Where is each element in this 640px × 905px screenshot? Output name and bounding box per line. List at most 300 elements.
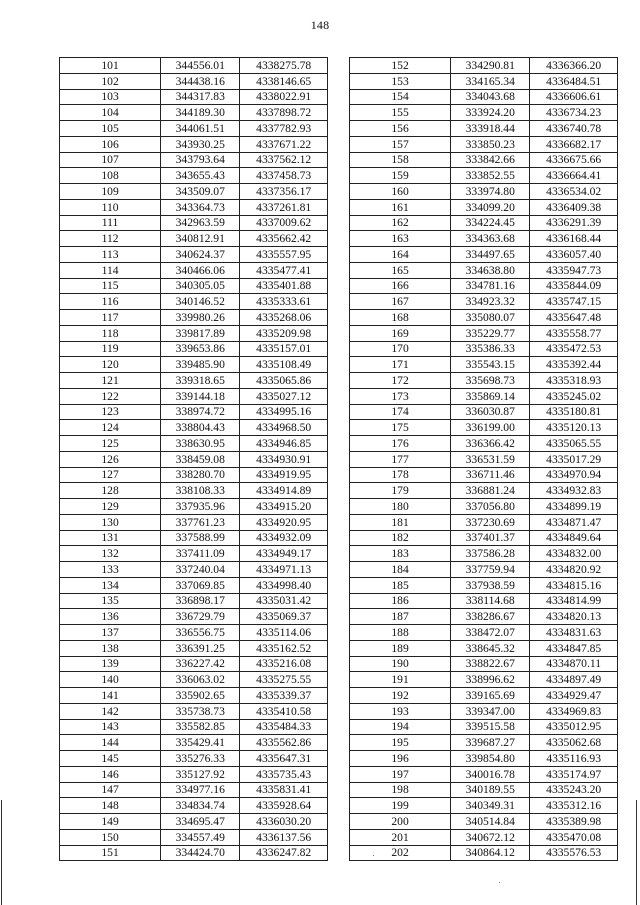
y-coordinate-cell: 4334929.47 <box>530 688 618 704</box>
x-coordinate-cell: 333852.55 <box>451 168 530 184</box>
y-coordinate-cell: 4334968.50 <box>240 420 328 436</box>
point-number-cell: 172 <box>350 373 451 389</box>
y-coordinate-cell: 4335735.43 <box>240 766 328 782</box>
table-row <box>60 672 328 688</box>
y-coordinate-cell: 4335562.86 <box>240 735 328 751</box>
table-row <box>60 262 328 278</box>
y-coordinate-cell: 4335065.86 <box>240 373 328 389</box>
y-coordinate-cell: 4334919.95 <box>240 467 328 483</box>
table-row <box>60 656 328 672</box>
point-number-cell: 108 <box>60 168 161 184</box>
y-coordinate-cell: 4335027.12 <box>240 388 328 404</box>
table-row <box>350 514 618 530</box>
y-coordinate-cell: 4335647.48 <box>530 310 618 326</box>
coordinates-table-right-body <box>350 58 618 861</box>
table-row <box>350 404 618 420</box>
x-coordinate-cell: 335276.33 <box>161 751 240 767</box>
x-coordinate-cell: 340624.37 <box>161 247 240 263</box>
y-coordinate-cell: 4335392.44 <box>530 357 618 373</box>
y-coordinate-cell: 4335031.42 <box>240 593 328 609</box>
point-number-cell: 147 <box>60 782 161 798</box>
table-row <box>350 357 618 373</box>
point-number-cell: 120 <box>60 357 161 373</box>
table-row <box>350 184 618 200</box>
table-row <box>60 798 328 814</box>
table-row <box>60 436 328 452</box>
x-coordinate-cell: 339515.58 <box>451 719 530 735</box>
x-coordinate-cell: 334781.16 <box>451 278 530 294</box>
x-coordinate-cell: 334834.74 <box>161 798 240 814</box>
x-coordinate-cell: 334557.49 <box>161 829 240 845</box>
y-coordinate-cell: 4335410.58 <box>240 703 328 719</box>
x-coordinate-cell: 343793.64 <box>161 152 240 168</box>
table-row <box>350 483 618 499</box>
x-coordinate-cell: 335869.14 <box>451 388 530 404</box>
y-coordinate-cell: 4334849.64 <box>530 530 618 546</box>
y-coordinate-cell: 4335484.33 <box>240 719 328 735</box>
y-coordinate-cell: 4337458.73 <box>240 168 328 184</box>
x-coordinate-cell: 338996.62 <box>451 672 530 688</box>
y-coordinate-cell: 4337009.62 <box>240 215 328 231</box>
x-coordinate-cell: 334165.34 <box>451 73 530 89</box>
table-row <box>60 231 328 247</box>
table-row <box>350 814 618 830</box>
table-row <box>60 577 328 593</box>
table-row <box>60 845 328 861</box>
point-number-cell: 161 <box>350 199 451 215</box>
table-row <box>60 420 328 436</box>
x-coordinate-cell: 337935.96 <box>161 499 240 515</box>
table-row <box>350 420 618 436</box>
y-coordinate-cell: 4335662.42 <box>240 231 328 247</box>
y-coordinate-cell: 4334847.85 <box>530 640 618 656</box>
x-coordinate-cell: 340189.55 <box>451 782 530 798</box>
y-coordinate-cell: 4335012.95 <box>530 719 618 735</box>
point-number-cell: 151 <box>60 845 161 861</box>
y-coordinate-cell: 4334870.11 <box>530 656 618 672</box>
y-coordinate-cell: 4334820.13 <box>530 609 618 625</box>
scan-speck <box>373 855 374 856</box>
x-coordinate-cell: 340016.78 <box>451 766 530 782</box>
table-row <box>350 735 618 751</box>
table-row <box>350 89 618 105</box>
y-coordinate-cell: 4336247.82 <box>240 845 328 861</box>
point-number-cell: 110 <box>60 199 161 215</box>
y-coordinate-cell: 4336740.78 <box>530 121 618 137</box>
y-coordinate-cell: 4334814.99 <box>530 593 618 609</box>
y-coordinate-cell: 4334832.00 <box>530 546 618 562</box>
y-coordinate-cell: 4335245.02 <box>530 388 618 404</box>
x-coordinate-cell: 334224.45 <box>451 215 530 231</box>
point-number-cell: 164 <box>350 247 451 263</box>
y-coordinate-cell: 4334915.20 <box>240 499 328 515</box>
x-coordinate-cell: 334043.68 <box>451 89 530 105</box>
point-number-cell: 127 <box>60 467 161 483</box>
point-number-cell: 189 <box>350 640 451 656</box>
x-coordinate-cell: 338472.07 <box>451 625 530 641</box>
point-number-cell: 112 <box>60 231 161 247</box>
point-number-cell: 168 <box>350 310 451 326</box>
y-coordinate-cell: 4336291.39 <box>530 215 618 231</box>
x-coordinate-cell: 335127.92 <box>161 766 240 782</box>
y-coordinate-cell: 4336682.17 <box>530 136 618 152</box>
table-row <box>350 782 618 798</box>
x-coordinate-cell: 336881.24 <box>451 483 530 499</box>
y-coordinate-cell: 4335180.81 <box>530 404 618 420</box>
x-coordinate-cell: 340305.05 <box>161 278 240 294</box>
table-row <box>350 310 618 326</box>
x-coordinate-cell: 334497.65 <box>451 247 530 263</box>
x-coordinate-cell: 337401.37 <box>451 530 530 546</box>
point-number-cell: 194 <box>350 719 451 735</box>
point-number-cell: 176 <box>350 436 451 452</box>
x-coordinate-cell: 335229.77 <box>451 325 530 341</box>
point-number-cell: 133 <box>60 562 161 578</box>
point-number-cell: 192 <box>350 688 451 704</box>
x-coordinate-cell: 333850.23 <box>451 136 530 152</box>
point-number-cell: 109 <box>60 184 161 200</box>
point-number-cell: 148 <box>60 798 161 814</box>
table-row <box>350 640 618 656</box>
point-number-cell: 130 <box>60 514 161 530</box>
y-coordinate-cell: 4336606.61 <box>530 89 618 105</box>
table-row <box>60 625 328 641</box>
x-coordinate-cell: 337411.09 <box>161 546 240 562</box>
point-number-cell: 166 <box>350 278 451 294</box>
point-number-cell: 177 <box>350 451 451 467</box>
x-coordinate-cell: 338974.72 <box>161 404 240 420</box>
table-row <box>60 121 328 137</box>
y-coordinate-cell: 4337356.17 <box>240 184 328 200</box>
y-coordinate-cell: 4334932.83 <box>530 483 618 499</box>
y-coordinate-cell: 4334914.89 <box>240 483 328 499</box>
table-row <box>350 215 618 231</box>
x-coordinate-cell: 336030.87 <box>451 404 530 420</box>
y-coordinate-cell: 4335470.08 <box>530 829 618 845</box>
x-coordinate-cell: 336531.59 <box>451 451 530 467</box>
point-number-cell: 188 <box>350 625 451 641</box>
x-coordinate-cell: 337069.85 <box>161 577 240 593</box>
y-coordinate-cell: 4335477.41 <box>240 262 328 278</box>
table-row <box>60 688 328 704</box>
y-coordinate-cell: 4337782.93 <box>240 121 328 137</box>
y-coordinate-cell: 4337562.12 <box>240 152 328 168</box>
y-coordinate-cell: 4335065.55 <box>530 436 618 452</box>
point-number-cell: 129 <box>60 499 161 515</box>
point-number-cell: 183 <box>350 546 451 562</box>
point-number-cell: 150 <box>60 829 161 845</box>
y-coordinate-cell: 4335747.15 <box>530 294 618 310</box>
x-coordinate-cell: 344061.51 <box>161 121 240 137</box>
x-coordinate-cell: 334363.68 <box>451 231 530 247</box>
x-coordinate-cell: 333974.80 <box>451 184 530 200</box>
y-coordinate-cell: 4334897.49 <box>530 672 618 688</box>
point-number-cell: 175 <box>350 420 451 436</box>
table-row <box>60 766 328 782</box>
x-coordinate-cell: 339485.90 <box>161 357 240 373</box>
table-row <box>350 625 618 641</box>
x-coordinate-cell: 337586.28 <box>451 546 530 562</box>
point-number-cell: 187 <box>350 609 451 625</box>
table-row <box>60 467 328 483</box>
y-coordinate-cell: 4335275.55 <box>240 672 328 688</box>
table-row <box>350 467 618 483</box>
table-row <box>60 483 328 499</box>
y-coordinate-cell: 4336409.38 <box>530 199 618 215</box>
point-number-cell: 156 <box>350 121 451 137</box>
y-coordinate-cell: 4335268.06 <box>240 310 328 326</box>
y-coordinate-cell: 4334932.09 <box>240 530 328 546</box>
table-row <box>60 782 328 798</box>
table-row <box>60 215 328 231</box>
table-row <box>60 278 328 294</box>
point-number-cell: 149 <box>60 814 161 830</box>
x-coordinate-cell: 343930.25 <box>161 136 240 152</box>
table-row <box>60 152 328 168</box>
table-row <box>350 325 618 341</box>
x-coordinate-cell: 344317.83 <box>161 89 240 105</box>
y-coordinate-cell: 4335472.53 <box>530 341 618 357</box>
x-coordinate-cell: 339653.86 <box>161 341 240 357</box>
point-number-cell: 136 <box>60 609 161 625</box>
point-number-cell: 152 <box>350 58 451 74</box>
table-row <box>350 829 618 845</box>
table-row <box>60 814 328 830</box>
y-coordinate-cell: 4334820.92 <box>530 562 618 578</box>
point-number-cell: 107 <box>60 152 161 168</box>
point-number-cell: 141 <box>60 688 161 704</box>
x-coordinate-cell: 338114.68 <box>451 593 530 609</box>
y-coordinate-cell: 4335312.16 <box>530 798 618 814</box>
x-coordinate-cell: 335902.65 <box>161 688 240 704</box>
point-number-cell: 157 <box>350 136 451 152</box>
y-coordinate-cell: 4335339.37 <box>240 688 328 704</box>
x-coordinate-cell: 338108.33 <box>161 483 240 499</box>
table-row <box>350 294 618 310</box>
x-coordinate-cell: 339318.65 <box>161 373 240 389</box>
table-row <box>350 577 618 593</box>
table-row <box>350 766 618 782</box>
table-row <box>60 388 328 404</box>
y-coordinate-cell: 4336057.40 <box>530 247 618 263</box>
x-coordinate-cell: 336711.46 <box>451 467 530 483</box>
y-coordinate-cell: 4336168.44 <box>530 231 618 247</box>
point-number-cell: 113 <box>60 247 161 263</box>
x-coordinate-cell: 334424.70 <box>161 845 240 861</box>
table-row <box>350 199 618 215</box>
point-number-cell: 201 <box>350 829 451 845</box>
x-coordinate-cell: 334290.81 <box>451 58 530 74</box>
x-coordinate-cell: 334695.47 <box>161 814 240 830</box>
y-coordinate-cell: 4336664.41 <box>530 168 618 184</box>
table-row <box>60 310 328 326</box>
point-number-cell: 184 <box>350 562 451 578</box>
x-coordinate-cell: 340812.91 <box>161 231 240 247</box>
table-row <box>60 184 328 200</box>
point-number-cell: 162 <box>350 215 451 231</box>
table-row <box>60 58 328 74</box>
table-row <box>60 703 328 719</box>
table-row <box>350 73 618 89</box>
y-coordinate-cell: 4336534.02 <box>530 184 618 200</box>
point-number-cell: 132 <box>60 546 161 562</box>
x-coordinate-cell: 340672.12 <box>451 829 530 845</box>
x-coordinate-cell: 340466.06 <box>161 262 240 278</box>
y-coordinate-cell: 4335108.49 <box>240 357 328 373</box>
y-coordinate-cell: 4334815.16 <box>530 577 618 593</box>
point-number-cell: 135 <box>60 593 161 609</box>
y-coordinate-cell: 4334969.83 <box>530 703 618 719</box>
table-row <box>350 341 618 357</box>
x-coordinate-cell: 340349.31 <box>451 798 530 814</box>
point-number-cell: 144 <box>60 735 161 751</box>
y-coordinate-cell: 4334971.13 <box>240 562 328 578</box>
y-coordinate-cell: 4335928.64 <box>240 798 328 814</box>
y-coordinate-cell: 4335243.20 <box>530 782 618 798</box>
table-row <box>350 546 618 562</box>
y-coordinate-cell: 4334998.40 <box>240 577 328 593</box>
table-row <box>350 593 618 609</box>
table-row <box>60 609 328 625</box>
coordinates-table-left-body <box>60 58 328 861</box>
y-coordinate-cell: 4335209.98 <box>240 325 328 341</box>
x-coordinate-cell: 339144.18 <box>161 388 240 404</box>
y-coordinate-cell: 4335318.93 <box>530 373 618 389</box>
x-coordinate-cell: 343655.43 <box>161 168 240 184</box>
point-number-cell: 145 <box>60 751 161 767</box>
table-row <box>350 451 618 467</box>
page-number: 148 <box>310 18 330 32</box>
point-number-cell: 131 <box>60 530 161 546</box>
x-coordinate-cell: 335698.73 <box>451 373 530 389</box>
coordinates-table-right <box>349 57 618 861</box>
table-row <box>60 530 328 546</box>
table-row <box>350 136 618 152</box>
table-row <box>60 136 328 152</box>
x-coordinate-cell: 333842.66 <box>451 152 530 168</box>
table-row <box>60 451 328 467</box>
y-coordinate-cell: 4337898.72 <box>240 105 328 121</box>
point-number-cell: 198 <box>350 782 451 798</box>
y-coordinate-cell: 4337671.22 <box>240 136 328 152</box>
y-coordinate-cell: 4335647.31 <box>240 751 328 767</box>
x-coordinate-cell: 340146.52 <box>161 294 240 310</box>
point-number-cell: 190 <box>350 656 451 672</box>
y-coordinate-cell: 4334831.63 <box>530 625 618 641</box>
table-row <box>60 719 328 735</box>
x-coordinate-cell: 335386.33 <box>451 341 530 357</box>
x-coordinate-cell: 343364.73 <box>161 199 240 215</box>
x-coordinate-cell: 334923.32 <box>451 294 530 310</box>
point-number-cell: 106 <box>60 136 161 152</box>
point-number-cell: 128 <box>60 483 161 499</box>
table-row <box>60 199 328 215</box>
point-number-cell: 158 <box>350 152 451 168</box>
y-coordinate-cell: 4334949.17 <box>240 546 328 562</box>
x-coordinate-cell: 338286.67 <box>451 609 530 625</box>
y-coordinate-cell: 4338022.91 <box>240 89 328 105</box>
x-coordinate-cell: 337056.80 <box>451 499 530 515</box>
table-row <box>350 58 618 74</box>
table-row <box>350 262 618 278</box>
y-coordinate-cell: 4335558.77 <box>530 325 618 341</box>
coordinates-table-left <box>59 57 328 861</box>
table-row <box>60 562 328 578</box>
point-number-cell: 101 <box>60 58 161 74</box>
point-number-cell: 178 <box>350 467 451 483</box>
point-number-cell: 122 <box>60 388 161 404</box>
point-number-cell: 196 <box>350 751 451 767</box>
y-coordinate-cell: 4337261.81 <box>240 199 328 215</box>
scan-edge-line-right <box>636 800 637 905</box>
point-number-cell: 119 <box>60 341 161 357</box>
table-row <box>60 735 328 751</box>
table-row <box>60 514 328 530</box>
y-coordinate-cell: 4335069.37 <box>240 609 328 625</box>
x-coordinate-cell: 336556.75 <box>161 625 240 641</box>
table-row <box>350 656 618 672</box>
table-row <box>350 499 618 515</box>
point-number-cell: 123 <box>60 404 161 420</box>
table-row <box>60 404 328 420</box>
point-number-cell: 163 <box>350 231 451 247</box>
x-coordinate-cell: 338822.67 <box>451 656 530 672</box>
point-number-cell: 111 <box>60 215 161 231</box>
point-number-cell: 179 <box>350 483 451 499</box>
x-coordinate-cell: 335429.41 <box>161 735 240 751</box>
point-number-cell: 173 <box>350 388 451 404</box>
table-row <box>350 121 618 137</box>
point-number-cell: 125 <box>60 436 161 452</box>
y-coordinate-cell: 4338275.78 <box>240 58 328 74</box>
scan-speck <box>499 882 500 883</box>
y-coordinate-cell: 4335576.53 <box>530 845 618 861</box>
table-row <box>60 499 328 515</box>
table-row <box>60 247 328 263</box>
y-coordinate-cell: 4335333.61 <box>240 294 328 310</box>
point-number-cell: 193 <box>350 703 451 719</box>
y-coordinate-cell: 4336366.20 <box>530 58 618 74</box>
scan-edge-line-left <box>1 800 2 905</box>
point-number-cell: 126 <box>60 451 161 467</box>
table-row <box>350 247 618 263</box>
x-coordinate-cell: 340514.84 <box>451 814 530 830</box>
x-coordinate-cell: 338459.08 <box>161 451 240 467</box>
x-coordinate-cell: 333918.44 <box>451 121 530 137</box>
table-row <box>60 73 328 89</box>
point-number-cell: 116 <box>60 294 161 310</box>
table-row <box>60 546 328 562</box>
x-coordinate-cell: 336898.17 <box>161 593 240 609</box>
y-coordinate-cell: 4334920.95 <box>240 514 328 530</box>
table-row <box>350 152 618 168</box>
x-coordinate-cell: 338630.95 <box>161 436 240 452</box>
y-coordinate-cell: 4336137.56 <box>240 829 328 845</box>
x-coordinate-cell: 338804.43 <box>161 420 240 436</box>
x-coordinate-cell: 344189.30 <box>161 105 240 121</box>
point-number-cell: 169 <box>350 325 451 341</box>
y-coordinate-cell: 4338146.65 <box>240 73 328 89</box>
point-number-cell: 117 <box>60 310 161 326</box>
y-coordinate-cell: 4335947.73 <box>530 262 618 278</box>
x-coordinate-cell: 343509.07 <box>161 184 240 200</box>
point-number-cell: 121 <box>60 373 161 389</box>
table-row <box>350 672 618 688</box>
point-number-cell: 134 <box>60 577 161 593</box>
y-coordinate-cell: 4336675.66 <box>530 152 618 168</box>
y-coordinate-cell: 4335831.41 <box>240 782 328 798</box>
x-coordinate-cell: 337759.94 <box>451 562 530 578</box>
